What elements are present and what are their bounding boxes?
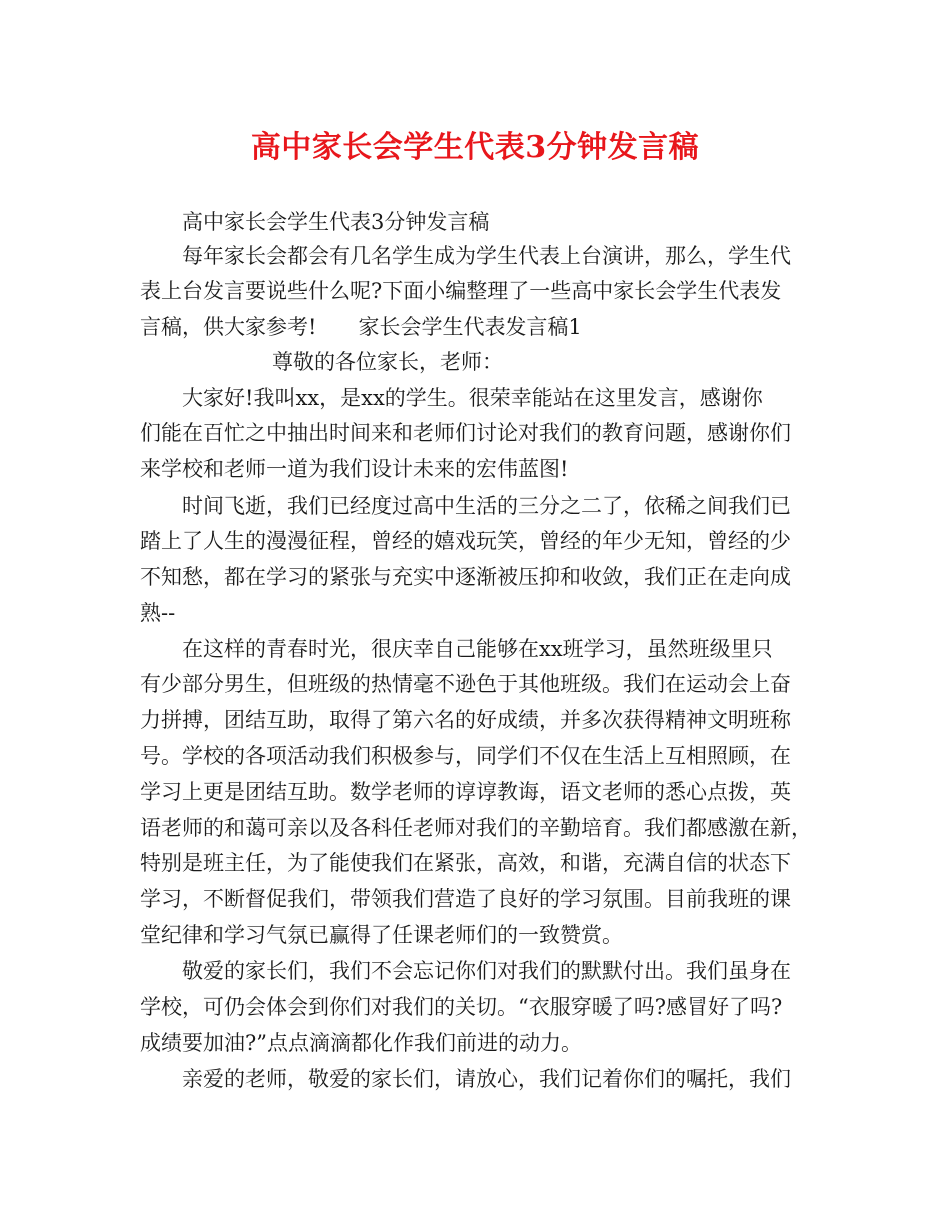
text-line: 表上台发言要说些什么呢?下面小编整理了一些高中家长会学生代表发 (140, 279, 782, 303)
document-title: 高中家长会学生代表3分钟发言稿 (250, 130, 700, 165)
text-line: 特别是班主任，为了能使我们在紧张，高效，和谐，充满自信的状态下 (140, 851, 791, 875)
text-line: 堂纪律和学习气氛已赢得了任课老师们的一致赞赏。 (140, 923, 623, 947)
text-line: 高中家长会学生代表3分钟发言稿 (182, 210, 490, 234)
text-line: 言稿，供大家参考! 家长会学生代表发言稿1 (140, 315, 582, 339)
text-line: 每年家长会都会有几名学生成为学生代表上台演讲，那么，学生代 (182, 244, 791, 268)
text-line: 语老师的和蔼可亲以及各科任老师对我们的辛勤培育。我们都感激在新， (140, 816, 812, 840)
text-line: 成绩要加油?”点点滴滴都化作我们前进的动力。 (140, 1031, 582, 1055)
text-line: 尊敬的各位家长，老师： (272, 350, 503, 374)
text-line: 学习上更是团结互助。数学老师的谆谆教诲，语文老师的悉心点拨，英 (140, 780, 791, 804)
text-line: 时间飞逝，我们已经度过高中生活的三分之二了，依稀之间我们已 (182, 494, 791, 518)
text-line: 来学校和老师一道为我们设计未来的宏伟蓝图! (140, 457, 569, 481)
text-line: 踏上了人生的漫漫征程，曾经的嬉戏玩笑，曾经的年少无知，曾经的少 (140, 529, 791, 553)
text-line: 熟-- (140, 601, 176, 625)
text-line: 大家好!我叫xx，是xx的学生。很荣幸能站在这里发言，感谢你 (182, 386, 763, 410)
text-line: 亲爱的老师，敬爱的家长们，请放心，我们记着你们的嘱托，我们 (182, 1067, 791, 1091)
text-line: 学校，可仍会体会到你们对我们的关切。“衣服穿暖了吗?感冒好了吗? (140, 995, 783, 1019)
text-line: 力拼搏，团结互助，取得了第六名的好成绩，并多次获得精神文明班称 (140, 708, 791, 732)
text-line: 有少部分男生，但班级的热情毫不逊色于其他班级。我们在运动会上奋 (140, 672, 791, 696)
text-line: 敬爱的家长们，我们不会忘记你们对我们的默默付出。我们虽身在 (182, 959, 791, 983)
text-line: 在这样的青春时光，很庆幸自己能够在xx班学习，虽然班级里只 (182, 637, 773, 661)
text-line: 不知愁，都在学习的紧张与充实中逐渐被压抑和收敛，我们正在走向成 (140, 565, 791, 589)
text-line: 们能在百忙之中抽出时间来和老师们讨论对我们的教育问题，感谢你们 (140, 421, 791, 445)
text-line: 学习，不断督促我们，带领我们营造了良好的学习氛围。目前我班的课 (140, 887, 791, 911)
text-line: 号。学校的各项活动我们积极参与，同学们不仅在生活上互相照顾，在 (140, 744, 791, 768)
